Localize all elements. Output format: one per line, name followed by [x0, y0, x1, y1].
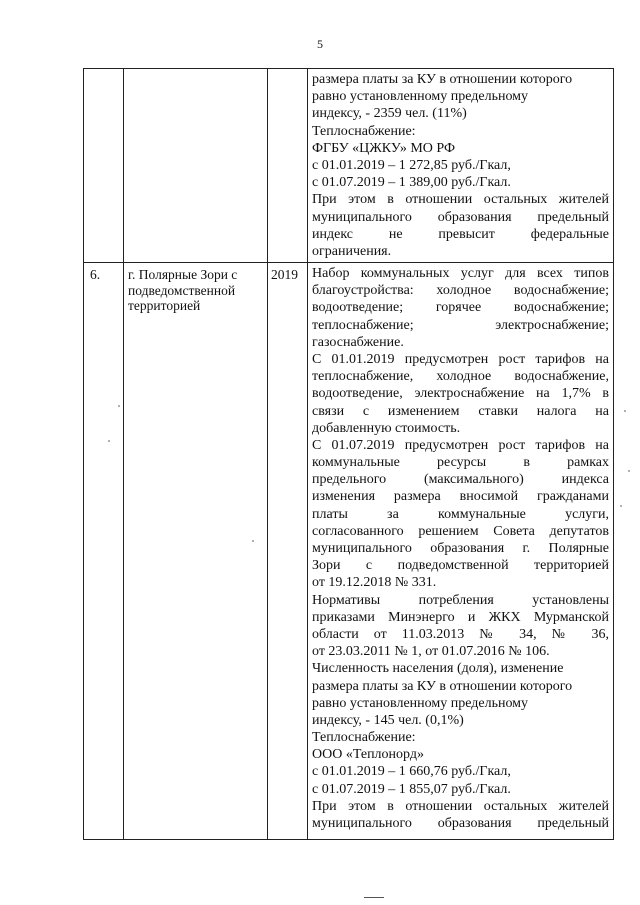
description-line: изменения размера вносимой гражданами — [312, 489, 609, 505]
municipality-name — [124, 69, 268, 263]
table-row — [84, 69, 614, 263]
description-line: При этом в отношении остальных жителей — [312, 192, 609, 208]
description-line: С 01.07.2019 предусмотрен рост тарифов на — [312, 437, 609, 453]
description-line: согласованного решением Совета депутатов — [312, 523, 609, 539]
description-line: муниципального образования предельный — [312, 816, 609, 831]
description-line: равно установленному предельному — [312, 695, 529, 711]
description-line: Численность населения (доля), изменение — [312, 661, 564, 677]
description-line: с 01.07.2019 – 1 389,00 руб./Гкал. — [312, 175, 511, 191]
tariff-table — [83, 68, 614, 840]
description-line: размера платы за КУ в отношении которого — [312, 72, 573, 87]
description-line: С 01.01.2019 предусмотрен рост тарифов на — [312, 351, 609, 367]
scan-speck — [628, 470, 630, 472]
description-line: Набор коммунальных услуг для всех типов — [312, 266, 609, 281]
description-line: от 19.12.2018 № 331. — [312, 575, 437, 591]
scan-mark — [364, 897, 384, 898]
row-number — [84, 69, 124, 263]
description-line: области от 11.03.2013 № 34, № 36, — [312, 626, 609, 642]
description-line: от 23.03.2011 № 1, от 01.07.2016 № 106. — [312, 644, 550, 660]
description-line: индексу, - 2359 чел. (11%) — [312, 106, 467, 122]
description-line: Нормативы потребления установлены — [312, 592, 609, 608]
description-cell — [308, 69, 614, 263]
description-line: связи с изменением ставки налога на — [312, 403, 609, 419]
description-line: равно установленному предельному — [312, 89, 529, 105]
description-line: газоснабжение. — [312, 334, 404, 350]
scan-speck — [118, 405, 120, 407]
municipality-name: г. Полярные Зори с подведомственной территорией — [124, 263, 268, 840]
description-line: ООО «Теплонорд» — [312, 747, 424, 763]
description-line: платы за коммунальные услуги, — [312, 506, 609, 522]
page-number: 5 — [317, 37, 323, 51]
description-line: размера платы за КУ в отношении которого — [312, 678, 573, 694]
description-line: теплоснабжение; электроснабжение; — [312, 317, 609, 333]
description-line: При этом в отношении остальных жителей — [312, 798, 609, 814]
description-line: с 01.01.2019 – 1 272,85 руб./Гкал, — [312, 157, 511, 173]
description-line: муниципального образования предельный — [312, 209, 609, 225]
description-line: ФГБУ «ЦЖКУ» МО РФ — [312, 140, 456, 156]
description-line: индекс не превысит федеральные — [312, 226, 609, 242]
description-line: Теплоснабжение: — [312, 730, 416, 746]
description-line: ограничения. — [312, 243, 392, 259]
description-line: благоустройства: холодное водоснабжение; — [312, 283, 609, 299]
description-cell — [308, 263, 614, 840]
description-line: муниципального образования г. Полярные — [312, 541, 609, 556]
description-line: Теплоснабжение: — [312, 123, 416, 139]
description-line: индексу, - 145 чел. (0,1%) — [312, 712, 464, 728]
description-line: водоотведение, электроснабжение на 1,7% в — [312, 386, 609, 402]
row-number: 6. — [84, 263, 124, 840]
description-line: приказами Минэнерго и ЖКХ Мурманской — [312, 609, 609, 625]
description-line: теплоснабжение, холодное водоснабжение, — [312, 369, 609, 385]
description-line: коммунальные ресурсы в рамках — [312, 455, 609, 471]
description-line: Зори с подведомственной территорией — [312, 558, 609, 574]
scan-speck — [620, 505, 622, 507]
year — [268, 69, 308, 263]
year: 2019 — [268, 263, 308, 840]
description-line: водоотведение; горячее водоснабжение; — [312, 300, 609, 316]
description-line: с 01.07.2019 – 1 855,07 руб./Гкал. — [312, 781, 511, 797]
description-line: предельного (максимального) индекса — [312, 472, 609, 488]
scan-speck — [624, 410, 626, 412]
scan-speck — [252, 540, 254, 542]
scan-speck — [108, 440, 110, 442]
description-line: с 01.01.2019 – 1 660,76 руб./Гкал, — [312, 764, 511, 780]
description-line: добавленную стоимость. — [312, 420, 461, 436]
table-row — [84, 263, 614, 840]
